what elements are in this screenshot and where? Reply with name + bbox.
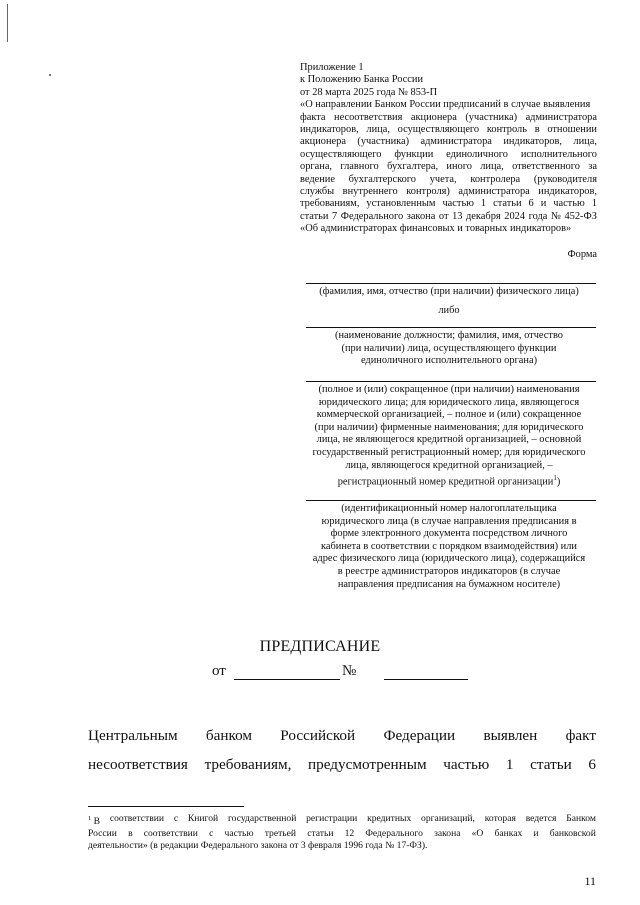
appendix-text-line [300,186,597,198]
footnote [88,813,596,852]
appendix-text-line: «Об администраторах финансовых и товарных индикаторов» [300,223,572,235]
word: частью [442,198,474,210]
document-title: ПРЕДПИСАНИЕ [259,638,381,655]
word: иного [446,161,472,173]
footnote-word: соответствии [109,813,165,824]
word: индикаторов, [503,136,563,148]
footnote-word: частью [224,828,254,840]
recipient-legal-entity-line [306,381,596,382]
footnote-word: статьи [307,828,334,840]
body-word: предусмотренным [308,756,427,773]
body-word: Федерации [383,727,456,744]
caption-line: лица, не являющегося кредитной организацией, – основной [316,434,582,446]
word: (руководителя [533,173,597,185]
recipient-name-line [306,283,596,284]
caption-line: (при наличии) фирменные наименования; для юридического [314,421,584,433]
footnote-word: Банком [566,813,596,824]
footnote-line [88,828,596,840]
word: контроля) [406,186,450,198]
footnote-text: деятельности» (в редакции Федерального закона от 3 февраля 1996 года № 17-ФЗ). [88,840,428,852]
word: ответственного [512,161,580,173]
footnote-word: Книгой [187,813,219,824]
word: лица, [480,161,504,173]
word: главного [340,161,379,173]
body-word: требованиям, [204,756,292,773]
footnote-word: третьей [264,828,297,840]
footnote-word: Федерального [365,828,423,840]
word: бухгалтера, [387,161,439,173]
word: акционера [410,111,457,123]
body-text-line [88,727,596,745]
appendix-text-line [300,112,597,124]
footnote-word: банках [494,828,523,840]
caption-legal-entity [302,384,596,489]
appendix-line: Приложение 1 [300,62,364,73]
caption-inn-address [302,503,596,591]
date-label: от [212,663,226,679]
word: 1 [480,198,487,210]
number-label: № [342,663,357,679]
caption-line: коммерческой организацией, – полное и (или) сокращенное [316,409,582,421]
footnote-word: соответствии [143,828,198,840]
word: требованиям, [300,198,360,210]
word: функции [394,148,434,160]
word: № [550,210,561,222]
word: 452-ФЗ [564,210,597,222]
body-word: статьи [530,756,572,773]
footnote-word: $^1$ В [88,815,101,828]
word: года [528,210,548,222]
word: (участника) [465,111,518,123]
word: индикаторов, [300,124,359,136]
caption-line: юридического лица (в случае направления предписания в [321,515,577,527]
number-blank [384,679,468,680]
form-label: Форма [567,249,597,260]
word: индикаторов, [538,186,597,198]
body-word: банком [205,727,252,744]
word: администратора [420,136,492,148]
word: в [534,124,540,136]
footnote-word: «О [471,828,484,840]
footnote-word: регистрации [306,813,358,824]
appendix-text-line [300,211,597,223]
body-word: 6 [588,756,596,773]
appendix-text-line: «О направлении Банком России предписаний в случае выявления [300,99,591,111]
caption-line: в реестре администраторов индикаторов (в случае [337,565,561,577]
footnote-word: банковской [549,828,596,840]
appendix-text-line [300,124,597,136]
caption-line: лица, являющегося кредитной организацией, – [345,459,553,471]
footnote-line [88,813,596,828]
word: факта [300,111,326,123]
appendix-text-line [300,198,597,210]
body-word: частью [443,756,490,773]
scan-margin-mark [7,4,8,42]
body-word: Российской [280,727,356,744]
caption-line: направления предписания на бумажном носителе) [337,578,561,590]
word: акционера [300,136,346,148]
word: ведение [300,173,335,185]
footnote-word: в [128,828,133,840]
word: несоответствия [334,111,403,123]
footnote-word: и [533,828,539,840]
page-number: 11 [584,874,596,888]
body-word: 1 [505,756,514,773]
footnote-mark: 1 [88,815,92,822]
appendix-text-line [300,174,597,186]
word: 7 [332,210,338,222]
word: органа, [300,161,333,173]
footnote-ref-mark: 1 [553,474,557,483]
word: установленным [366,198,436,210]
footnote-word: кредитных [367,813,412,824]
footnote-word: 12 [344,828,355,840]
body-word: факт [565,727,596,744]
body-text-line [88,756,596,774]
word: 13 [452,210,463,222]
recipient-inn-address-line [306,500,596,501]
word: учета, [429,173,457,185]
word: отношении [547,124,597,136]
word: единоличного [446,148,508,160]
word: лица, [366,124,390,136]
footnote-word: с [209,828,214,840]
word: службы [300,186,335,198]
caption-line: (при наличии) лица, осуществляющего функции [341,342,557,354]
word: осуществляющего [300,148,382,160]
caption-line: юридического лица; для юридического лица, являющегося [318,396,580,408]
body-word: Центральным [88,727,178,744]
word: 6 [528,198,534,210]
appendix-header [300,62,597,236]
word: (участника) [357,136,410,148]
caption-line: единоличного исполнительного органа) [360,355,538,367]
caption-line: государственный регистрационный номер; для юридического [312,446,586,458]
footnote-word: организаций, [421,813,475,824]
footnote-word: закона [434,828,461,840]
caption-line: (полное и (или) сокращенное (при наличии) наименования [318,384,580,395]
footnote-word: государственной [227,813,297,824]
word: Федерального [340,210,404,222]
body-word: несоответствия [88,756,188,773]
caption-line: (наименование должности; фамилия, имя, отчество [335,330,563,341]
recipient-position-line [306,327,596,328]
date-blank [234,679,340,680]
body-word: выявлен [483,727,538,744]
appendix-text-line [300,136,597,148]
word: 1 [591,198,597,210]
caption-individual-name: (фамилия, имя, отчество (при наличии) физического лица) [319,286,579,297]
footnote-line [88,840,596,852]
caption-line: (идентификационный номер налогоплательщика [341,503,557,514]
caption-position [302,330,596,368]
footnote-word: ведется [525,813,557,824]
word: осуществляющего [397,124,480,136]
word: за [588,161,597,173]
word: администратора [525,111,597,123]
word: исполнительного [520,148,597,160]
word: лица, [573,136,597,148]
footnote-separator [88,806,244,807]
word: контроль [486,124,527,136]
word: и [540,198,547,210]
word: бухгалтерского [348,173,416,185]
caption-line: регистрационный номер кредитной организации$^1$) [337,474,561,488]
word: администратора [458,186,530,198]
word: 2024 [504,210,526,222]
word: статьи [493,198,522,210]
appendix-text-line [300,161,597,173]
appendix-line: от 28 марта 2025 года № 853-П [300,86,438,98]
appendix-regulation-title [300,99,597,235]
footnote-word: которая [484,813,516,824]
footnote-word: России [88,828,117,840]
appendix-text-line [300,149,597,161]
footnote-word: с [173,813,179,824]
word: декабря [466,210,501,222]
scan-dot [49,74,51,76]
word: закона [406,210,436,222]
caption-line: форме электронного документа посредством личного [330,528,568,540]
word: статьи [300,210,329,222]
word: контролера [470,173,521,185]
caption-line: адрес физического лица (юридического лица), содержащийся [312,553,586,565]
word: внутреннего [342,186,398,198]
caption-line: кабинета в соответствии с порядком взаимодействия) или [320,540,577,552]
word: от [438,210,449,222]
appendix-line: к Положению Банка России [300,74,424,86]
caption-either: либо [438,305,460,316]
word: частью [553,198,585,210]
